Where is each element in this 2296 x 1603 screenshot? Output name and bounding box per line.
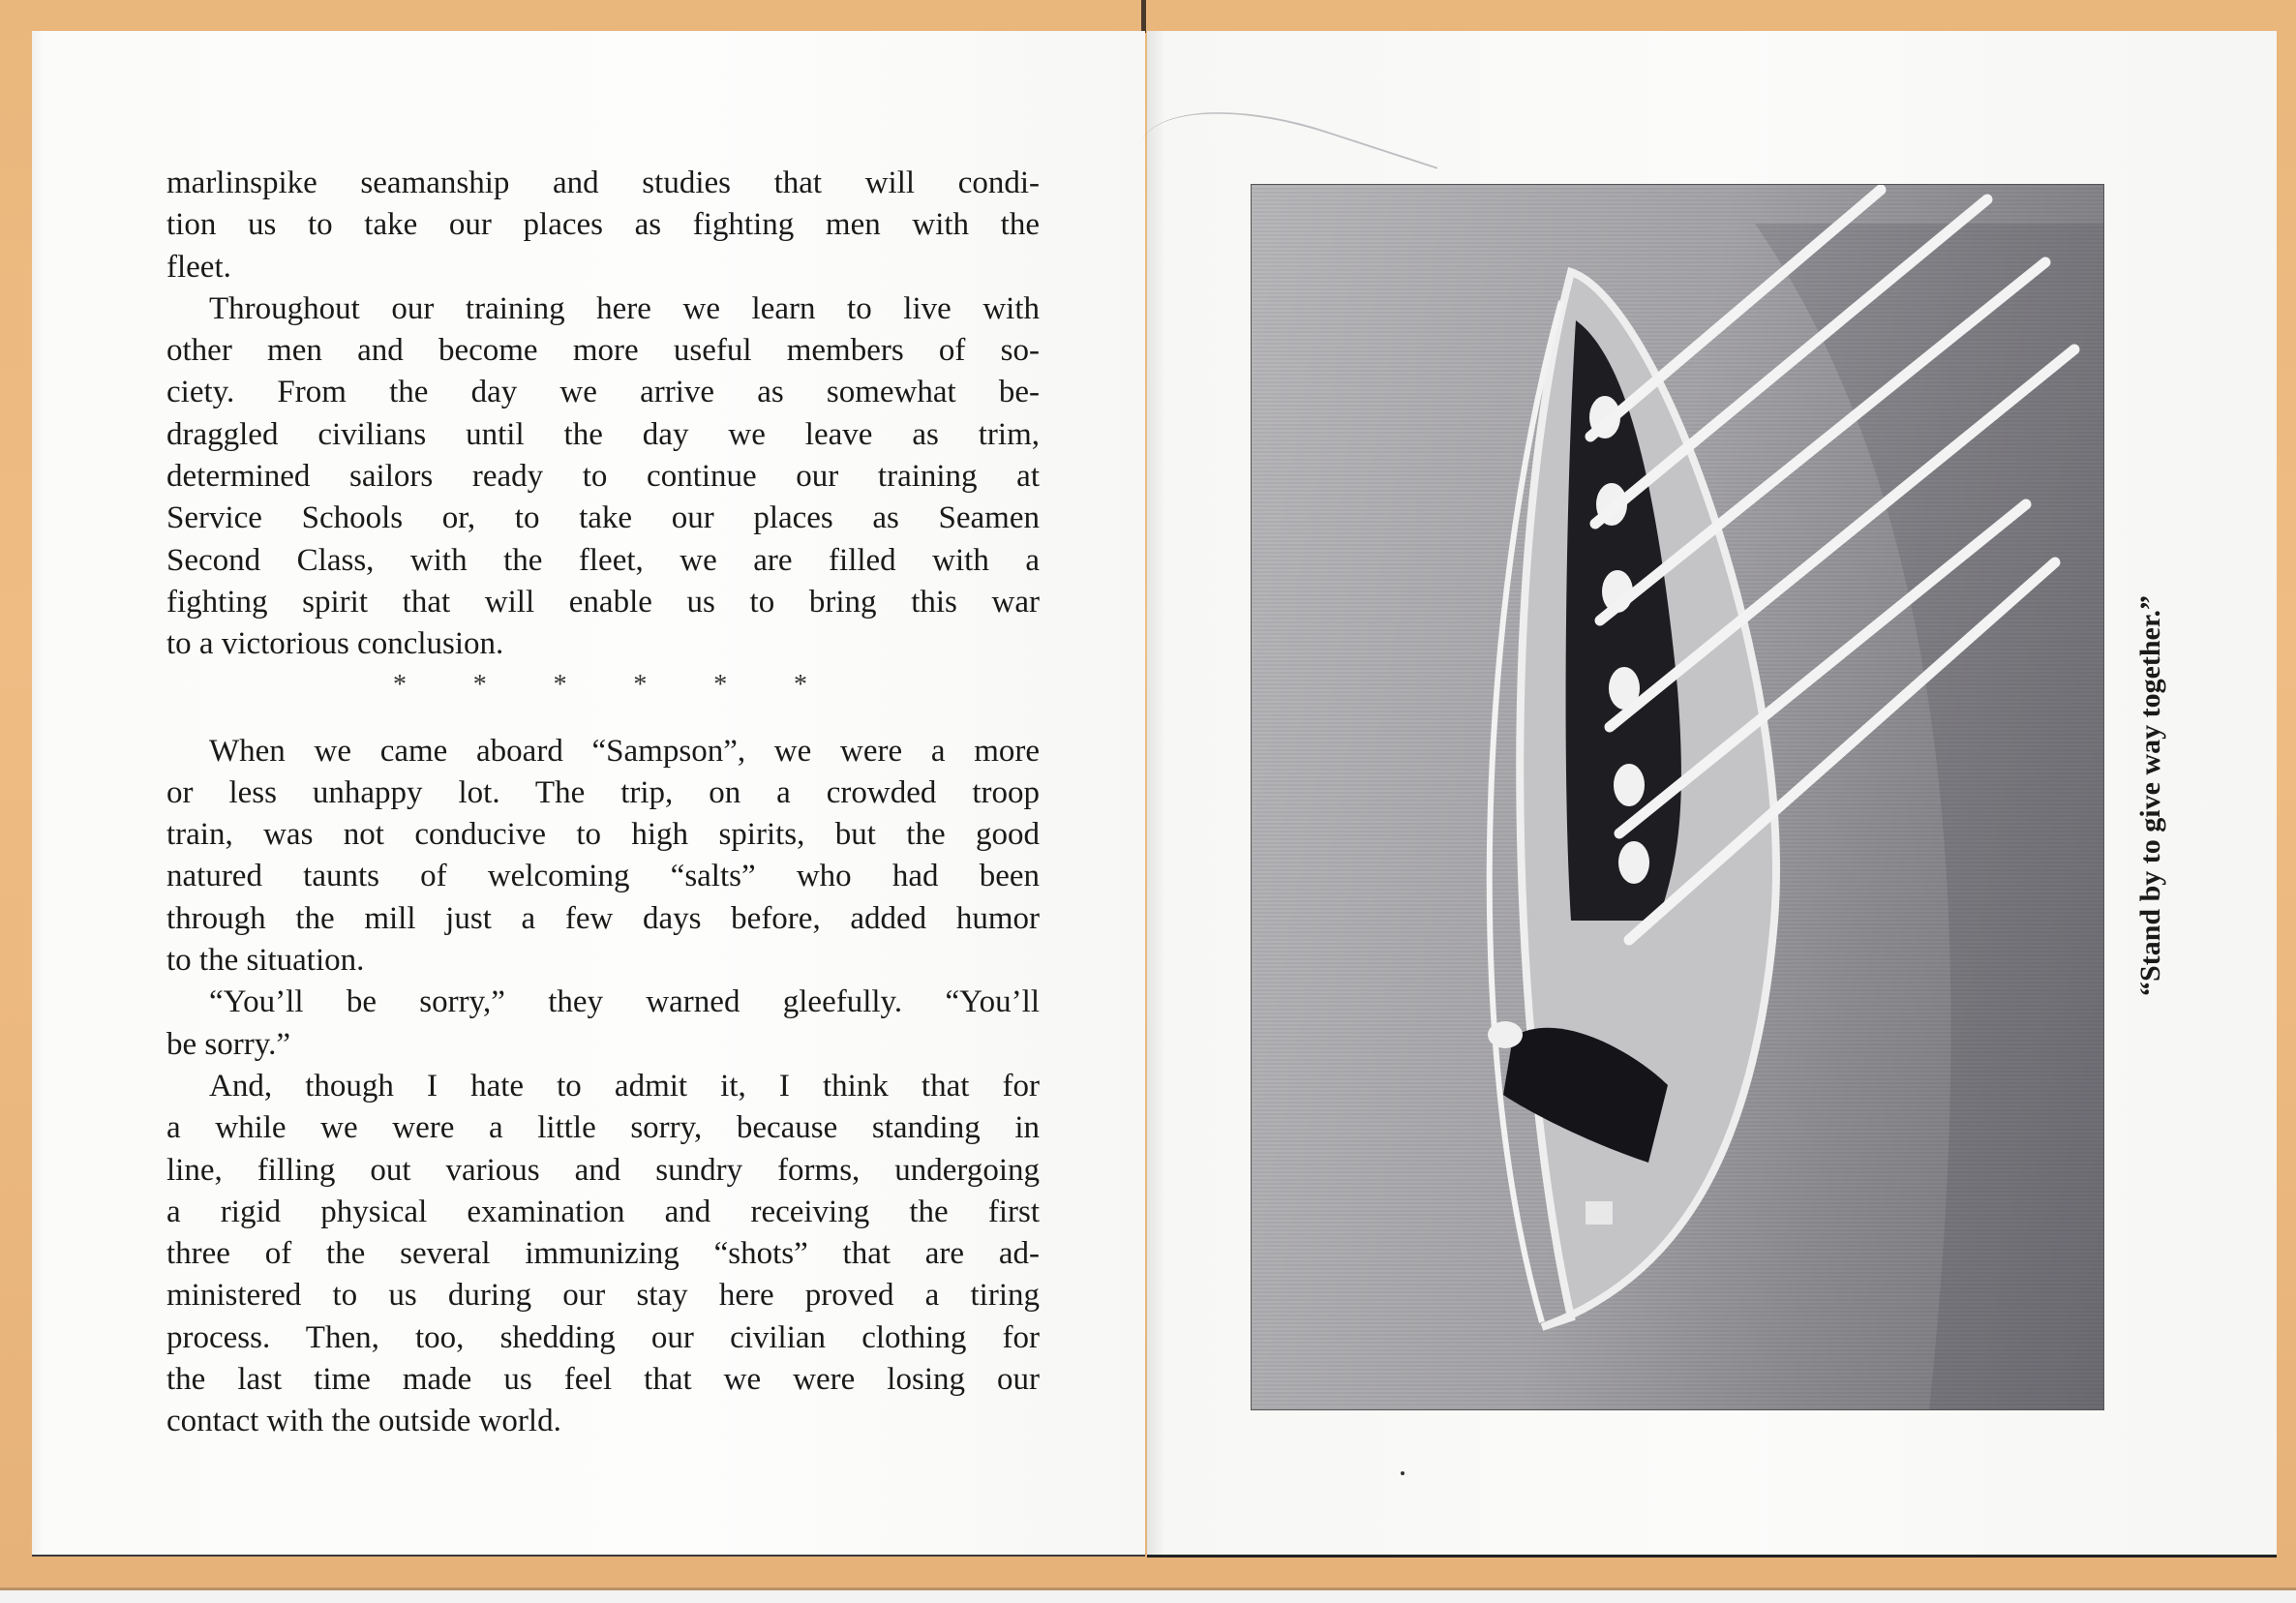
text-line: fighting spirit that will enable us to bring this war [166,584,1040,620]
paragraph [166,731,1040,983]
text-line: tion us to take our places as fighting men with the [166,207,1040,243]
left-page-text [166,163,1040,1443]
section-break-asterisk: * [472,669,487,700]
text-line: marlinspike seamanship and studies that will condi- [166,166,1040,200]
paragraph [166,288,1040,666]
text-line: Service Schools or, to take our places as Seamen [166,500,1040,536]
rowing-crew-photo [1251,184,2104,1410]
text-line: the last time made us feel that we were losing our [166,1362,1040,1398]
boat-number-plate [1586,1201,1613,1225]
paragraph [166,1066,1040,1443]
text-line: When we came aboard “Sampson”, we were a more [209,733,1040,769]
paragraph [166,163,1040,288]
section-break [393,668,807,710]
section-break-asterisk: * [793,669,807,700]
text-line: ciety. From the day we arrive as somewhat be- [166,375,1040,410]
spacer [166,710,1040,731]
text-line: to a victorious conclusion. [166,626,504,662]
text-line: ministered to us during our stay here proved a tiring [166,1278,1040,1314]
section-break-asterisk: * [633,669,648,700]
text-line: Second Class, with the fleet, we are filled with a [166,542,1040,578]
text-line: “You’ll be sorry,” they warned gleefully. “You’ll [209,984,1040,1020]
text-line: train, was not conducive to high spirits, but the good [166,817,1040,853]
text-line: to the situation. [166,943,365,979]
paper-speck [1401,1471,1405,1475]
text-line: be sorry.” [166,1026,290,1062]
spine-staple [1141,0,1146,33]
text-line: or less unhappy lot. The trip, on a crowded troop [166,774,1040,810]
photo-caption: “Stand by to give way together.” [2134,595,2166,996]
text-line: draggled civilians until the day we leave as trim, [166,416,1040,452]
text-line: And, though I hate to admit it, I think that for [209,1068,1040,1104]
text-line: other men and become more useful members of so- [166,333,1040,369]
text-line: line, filling out various and sundry forms, undergoing [166,1152,1040,1188]
text-line: determined sailors ready to continue our training at [166,459,1040,495]
text-line: fleet. [166,249,231,285]
water-shadow [1755,224,2103,1409]
text-line: a rigid physical examination and receiving the first [166,1194,1040,1229]
text-line: through the mill just a few days before, added humor [166,900,1040,936]
text-line: three of the several immunizing “shots” that are ad- [166,1236,1040,1272]
text-line: Throughout our training here we learn to live with [209,290,1040,326]
photo-illustration [1252,185,2103,1409]
section-break-asterisk: * [553,669,567,700]
section-break-asterisk: * [713,669,728,700]
section-break-asterisk: * [393,669,407,700]
text-line: natured taunts of welcoming “salts” who had been [166,859,1040,894]
paragraph [166,982,1040,1066]
text-line: contact with the outside world. [166,1404,561,1439]
text-line: a while we were a little sorry, because standing in [166,1110,1040,1146]
text-line: process. Then, too, shedding our civilian clothing for [166,1319,1040,1355]
coxswain-cap [1488,1021,1523,1048]
